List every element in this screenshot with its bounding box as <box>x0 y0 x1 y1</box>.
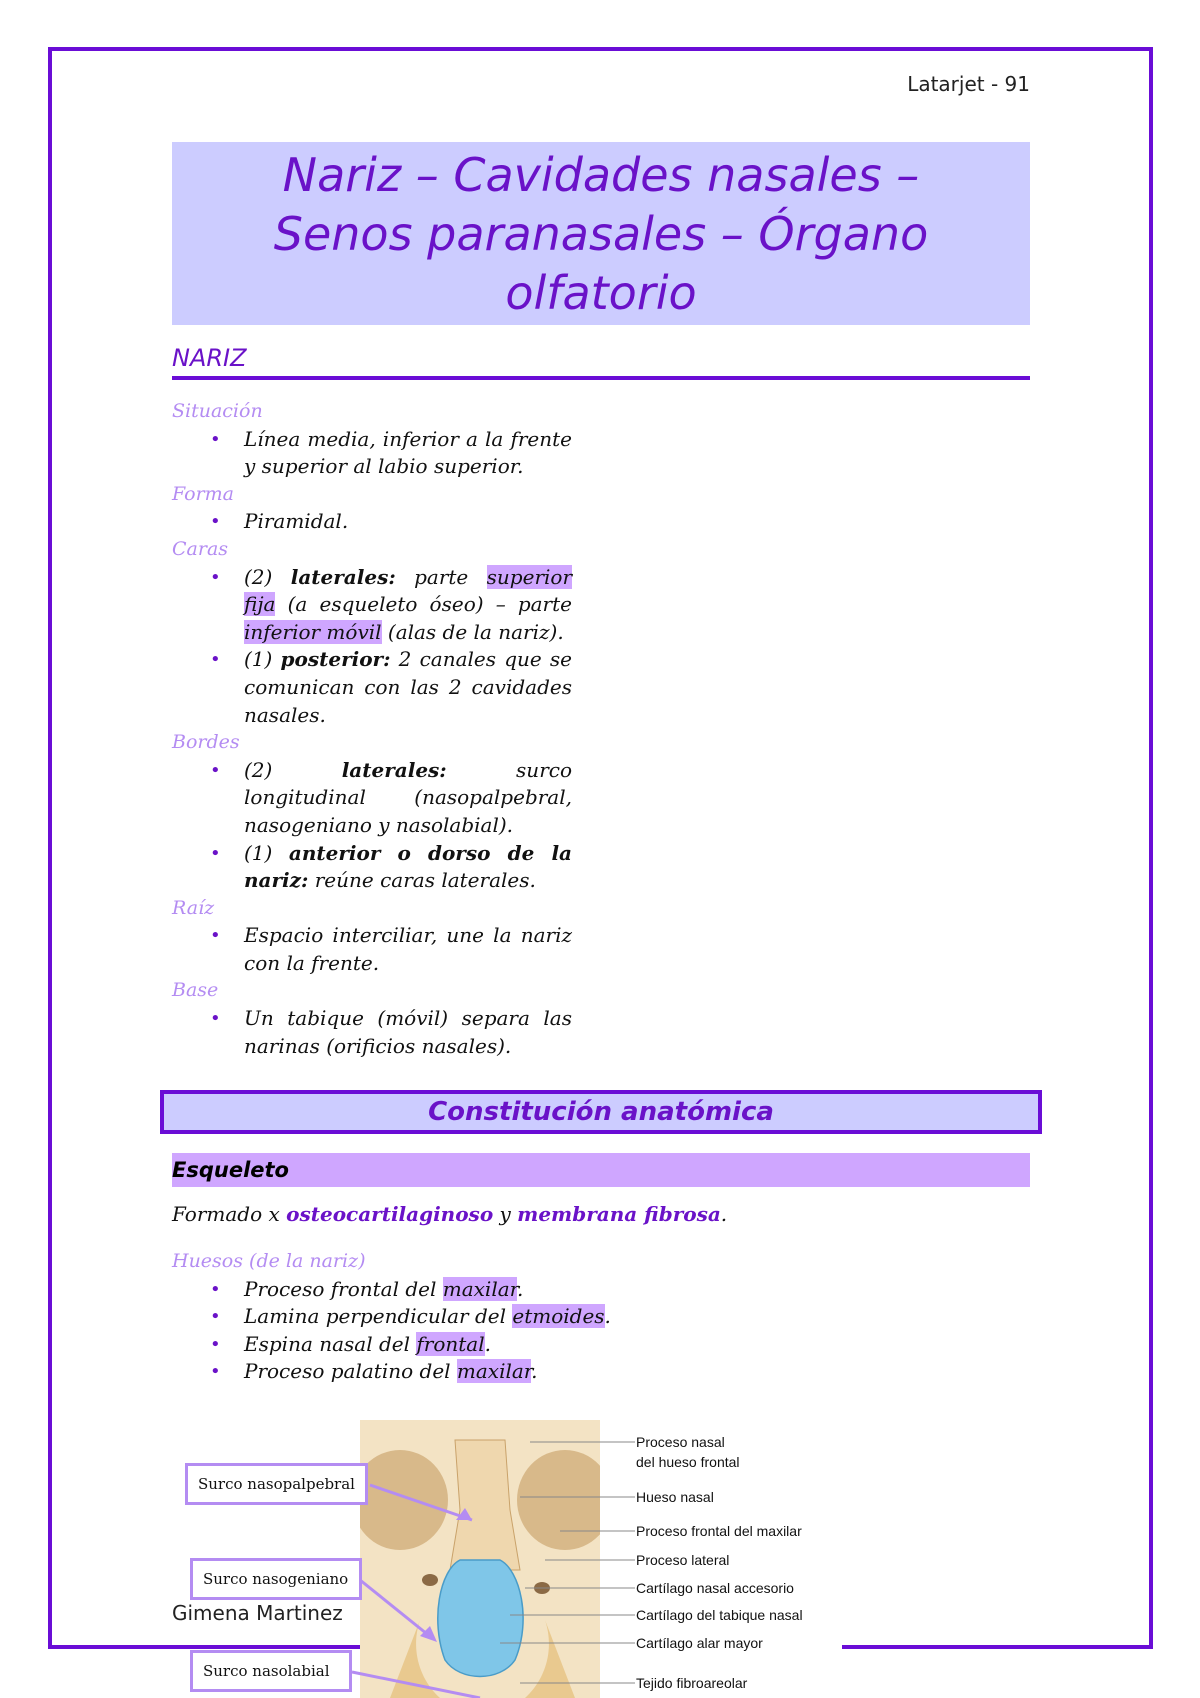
count: (2) <box>244 564 273 589</box>
label-hueso-frontal: del hueso frontal <box>636 1454 740 1470</box>
base-item: • Un tabique (móvil) separa las narinas (orificios nasales). <box>172 1005 572 1060</box>
nariz-heading: NARIZ <box>172 344 247 372</box>
constitucion-heading: Constitución anatómica <box>160 1090 1042 1134</box>
callout-nasolabial: Surco nasolabial <box>190 1650 352 1692</box>
label-cartilago-tabique: Cartílago del tabique nasal <box>636 1607 803 1623</box>
callout-nasopalpebral: Surco nasopalpebral <box>185 1463 368 1505</box>
text: . <box>517 1276 524 1301</box>
text: . <box>604 1304 611 1329</box>
text: y <box>493 1202 518 1226</box>
label-proceso-nasal: Proceso nasal <box>636 1434 725 1450</box>
highlight: maxilar <box>442 1276 517 1301</box>
nariz-content <box>172 398 572 1060</box>
label-proceso-frontal-maxilar: Proceso frontal del maxilar <box>636 1523 802 1539</box>
highlight: superior fija <box>244 564 572 617</box>
label-tejido-fibroareolar: Tejido fibroareolar <box>636 1675 748 1691</box>
hueso-item-2 <box>172 1303 672 1331</box>
text: surco longitudinal (nasopalpebral, nasogeniano y nasolabial). <box>244 757 572 837</box>
bold-term: osteocartilaginoso <box>286 1202 494 1226</box>
bordes-item-1 <box>172 757 572 840</box>
nariz-rule <box>172 376 1030 380</box>
nasal-cartilage <box>438 1560 523 1677</box>
label-hueso-nasal: Hueso nasal <box>636 1489 714 1505</box>
text: (alas de la nariz). <box>381 619 564 644</box>
label-proceso-lateral: Proceso lateral <box>636 1552 730 1568</box>
label-cartilago-accesorio: Cartílago nasal accesorio <box>636 1580 794 1596</box>
count: (1) <box>244 647 273 672</box>
text: reúne caras laterales. <box>308 868 536 893</box>
caras-label: Caras <box>172 537 229 560</box>
caras-item-2 <box>172 646 572 729</box>
count: (1) <box>244 840 273 865</box>
page-number: Latarjet - 91 <box>907 72 1030 96</box>
caras-item-1 <box>172 564 572 647</box>
base-label: Base <box>172 979 219 1002</box>
bordes-label: Bordes <box>172 731 240 754</box>
text: Proceso palatino del <box>244 1359 457 1384</box>
foramen-left <box>422 1574 438 1586</box>
text: Espina nasal del <box>244 1331 417 1356</box>
bold-term: posterior: <box>280 647 391 672</box>
highlight: frontal <box>416 1331 485 1356</box>
situacion-label: Situación <box>172 400 263 422</box>
bold-term: laterales: <box>341 757 447 782</box>
huesos-label: Huesos (de la nariz) <box>172 1250 366 1272</box>
text: . <box>484 1331 491 1356</box>
bold-term: anterior o dorso de la nariz: <box>244 840 572 893</box>
count: (2) <box>244 757 273 782</box>
highlight: maxilar <box>456 1359 532 1384</box>
text: parte <box>395 564 487 589</box>
text: . <box>531 1359 538 1384</box>
bordes-item-2 <box>172 840 572 895</box>
highlight: inferior móvil <box>244 619 382 644</box>
highlight: etmoides <box>512 1304 605 1329</box>
raiz-item: • Espacio interciliar, une la nariz con la frente. <box>172 922 572 977</box>
page-title <box>172 142 1030 325</box>
text: Proceso frontal del <box>244 1276 443 1301</box>
text: Formado x <box>172 1202 287 1226</box>
raiz-label: Raíz <box>172 896 215 919</box>
bold-term: laterales: <box>290 564 396 589</box>
title-line-1: Nariz – Cavidades nasales – <box>282 148 920 202</box>
nasal-skeleton-illustration <box>360 1420 600 1698</box>
esqueleto-heading: Esqueleto <box>172 1153 1030 1187</box>
text: Lamina perpendicular del <box>244 1304 513 1329</box>
text: 2 canales que se comunican con las 2 cavidades nasales. <box>244 647 572 727</box>
hueso-item-4 <box>172 1358 672 1386</box>
bold-term: membrana fibrosa <box>517 1202 721 1226</box>
forma-label: Forma <box>172 482 235 505</box>
title-line-2: Senos paranasales – Órgano <box>273 207 929 261</box>
title-line-3: olfatorio <box>505 266 697 320</box>
huesos-list <box>172 1248 672 1386</box>
foramen-right <box>534 1582 550 1594</box>
forma-item: • Piramidal. <box>172 508 572 536</box>
text: . <box>720 1202 728 1226</box>
situacion-item: • Línea media, inferior a la frente y superior al labio superior. <box>172 426 572 481</box>
hueso-item-1 <box>172 1276 672 1304</box>
label-cartilago-alar: Cartílago alar mayor <box>636 1635 763 1651</box>
formado-line <box>172 1202 727 1226</box>
text: (a esqueleto óseo) – parte <box>275 592 572 617</box>
hueso-item-3 <box>172 1331 672 1359</box>
callout-nasogeniano: Surco nasogeniano <box>190 1558 362 1600</box>
footer-author: Gimena Martinez <box>172 1601 343 1625</box>
